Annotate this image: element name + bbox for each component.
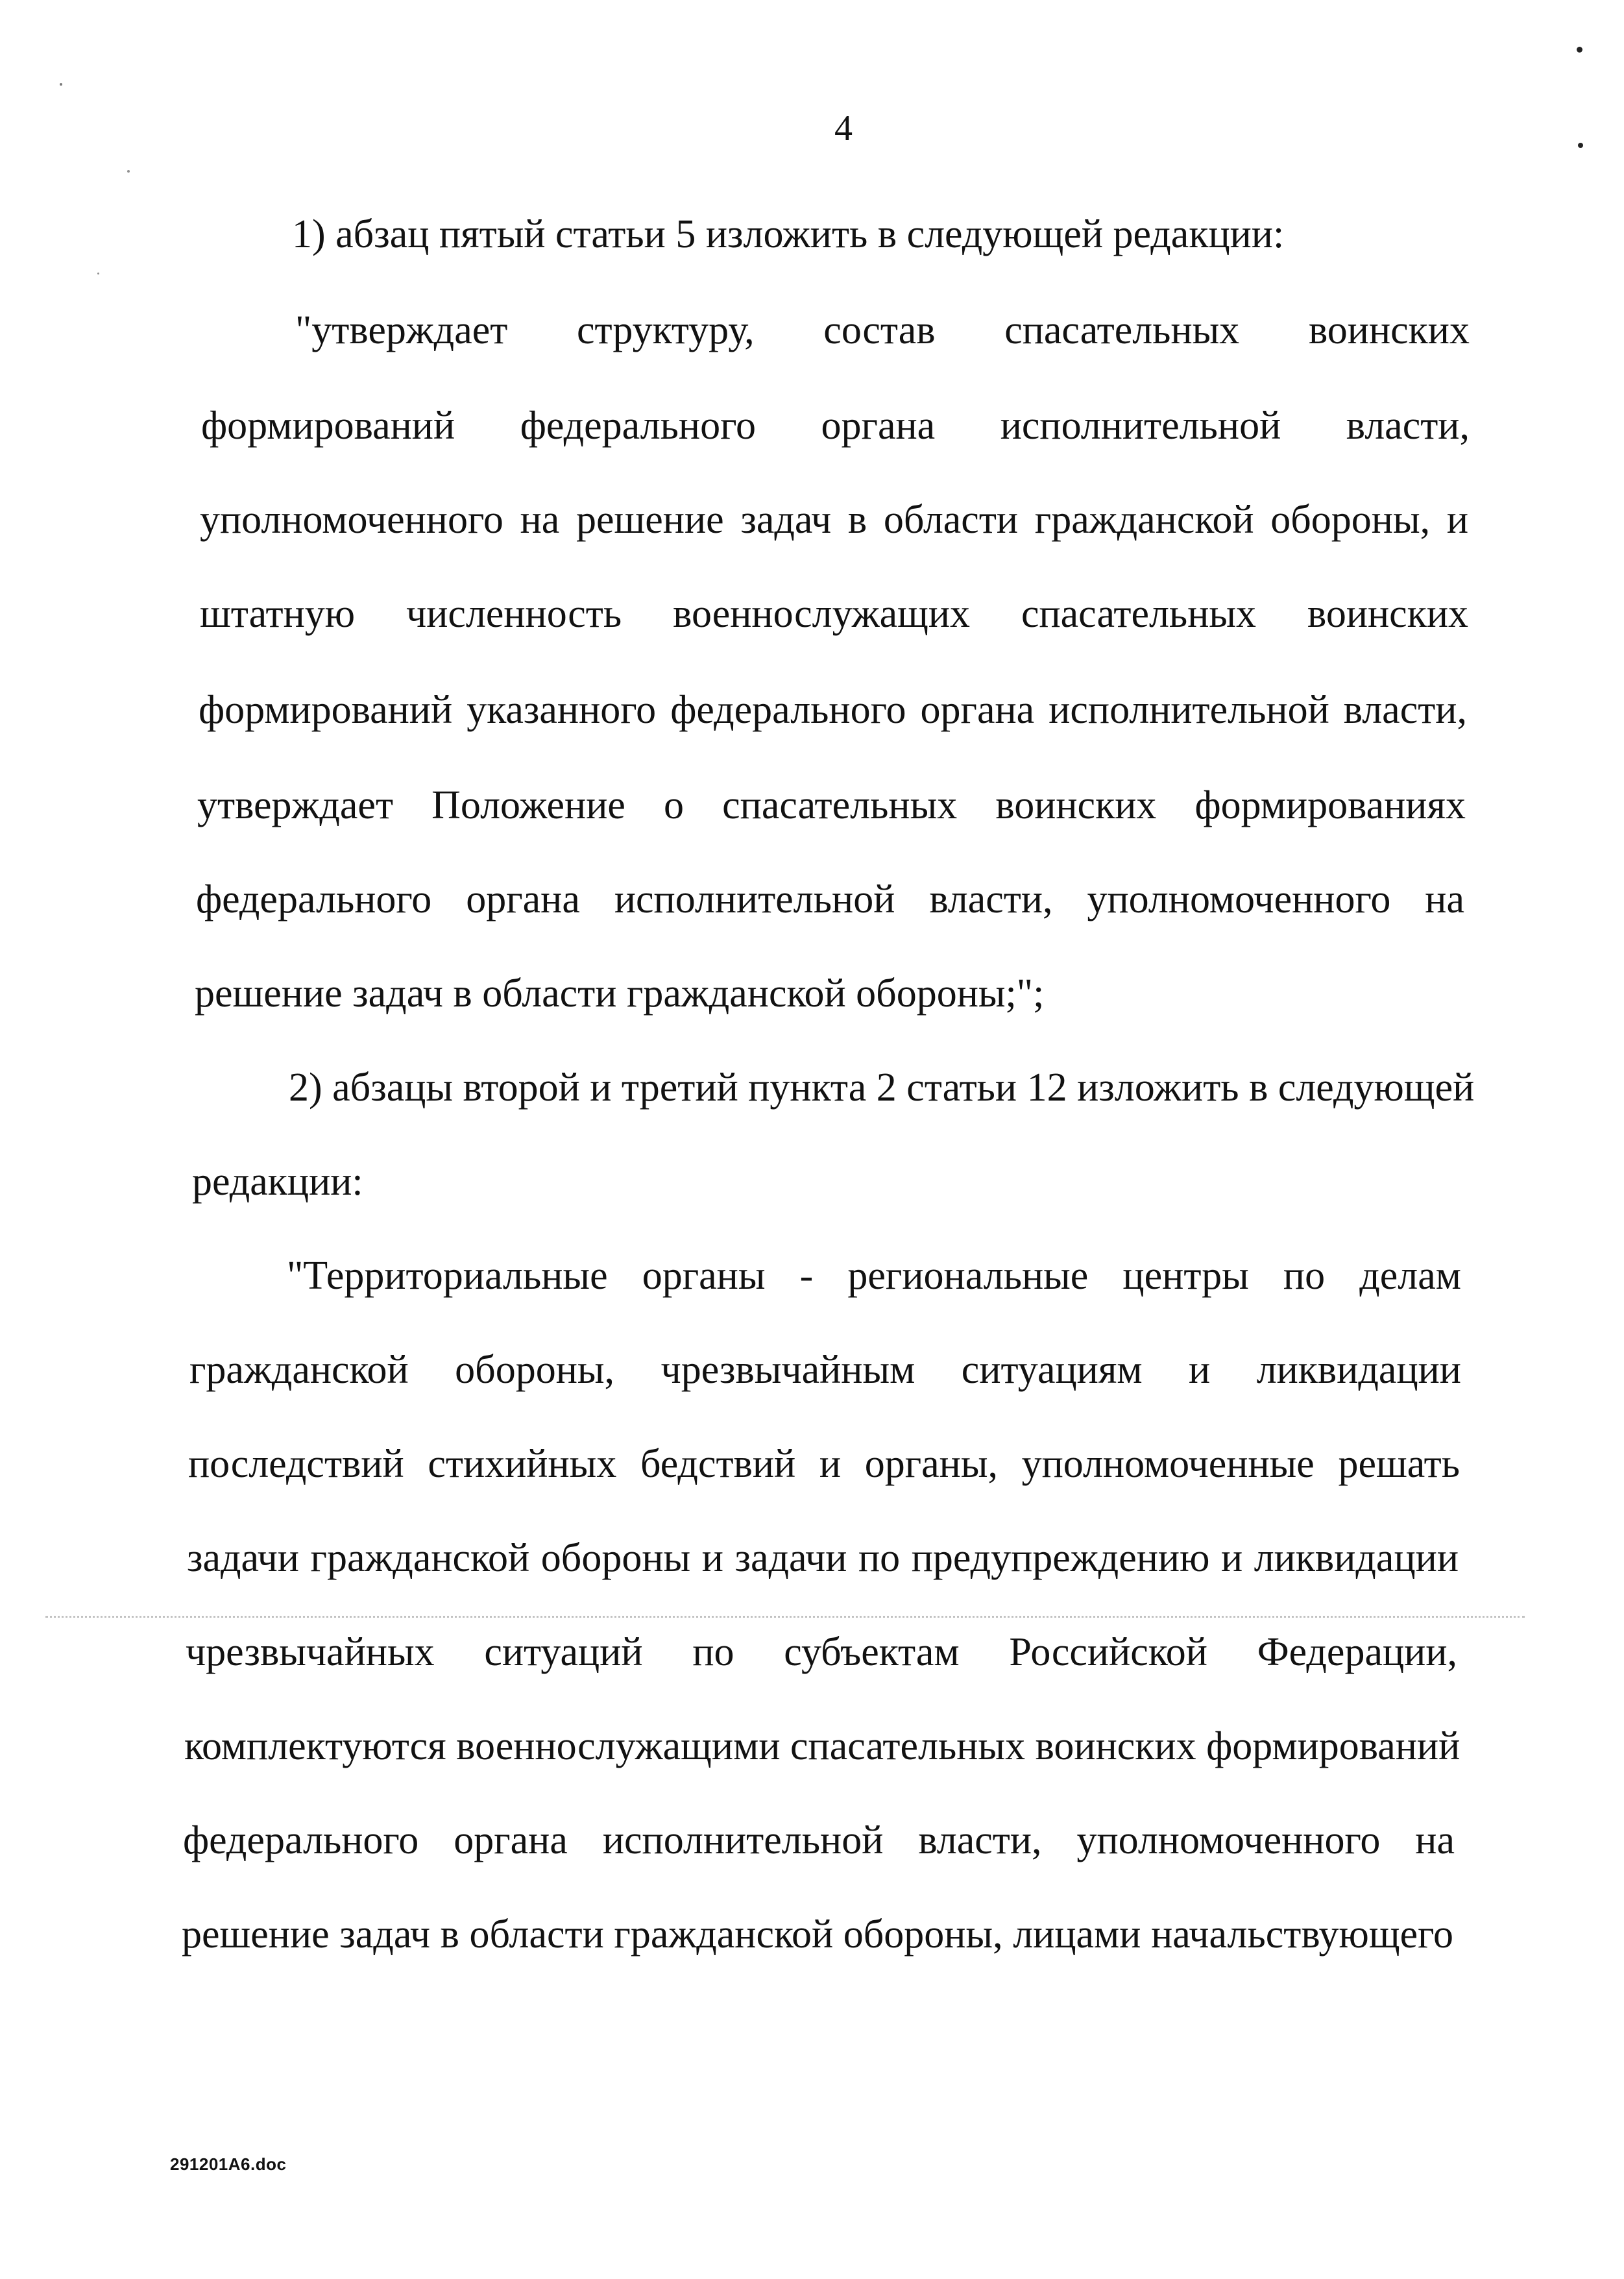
text-line-17: комплектуются военнослужащими спасательных воинских формирований (184, 1724, 1460, 1768)
scan-artifact-dotted-line (45, 1616, 1525, 1620)
text-line-9: решение задач в области гражданской обороны;"; (195, 971, 1045, 1016)
scan-speck (1577, 47, 1582, 53)
text-line-13: гражданской обороны, чрезвычайным ситуациям и ликвидации (189, 1348, 1461, 1392)
page-number: 4 (834, 108, 853, 149)
text-line-12: "Территориальные органы - региональные центры по делам (287, 1254, 1461, 1298)
text-line-15: задачи гражданской обороны и задачи по предупреждению и ликвидации (187, 1536, 1459, 1580)
text-line-14: последствий стихийных бедствий и органы, уполномоченные решать (188, 1442, 1460, 1486)
scan-speck (97, 273, 99, 274)
text-line-1: 1) абзац пятый статьи 5 изложить в следующей редакции: (292, 212, 1285, 256)
text-line-7: утверждает Положение о спасательных воинских формированиях (197, 783, 1466, 827)
text-line-3: формирований федерального органа исполнительной власти, (201, 404, 1470, 448)
scan-speck (1578, 143, 1583, 148)
text-line-4: уполномоченного на решение задач в области гражданской обороны, и (200, 498, 1468, 542)
text-line-6: формирований указанного федерального органа исполнительной власти, (199, 688, 1467, 732)
text-line-5: штатную численность военнослужащих спасательных воинских (200, 592, 1468, 636)
scan-speck (60, 83, 62, 86)
text-line-10: 2) абзацы второй и третий пункта 2 статьи 12 изложить в следующей (289, 1066, 1475, 1110)
footer-filename: 291201А6.doc (170, 2154, 287, 2174)
text-line-18: федерального органа исполнительной власти, уполномоченного на (183, 1818, 1455, 1862)
text-line-16: чрезвычайных ситуаций по субъектам Российской Федерации, (186, 1630, 1457, 1674)
text-line-11: редакции: (192, 1160, 363, 1204)
text-line-19: решение задач в области гражданской обороны, лицами начальствующего (182, 1912, 1453, 1956)
scan-speck (127, 170, 130, 173)
text-line-2: "утверждает структуру, состав спасательных воинских (295, 308, 1470, 352)
text-line-8: федерального органа исполнительной власти, уполномоченного на (196, 877, 1464, 921)
